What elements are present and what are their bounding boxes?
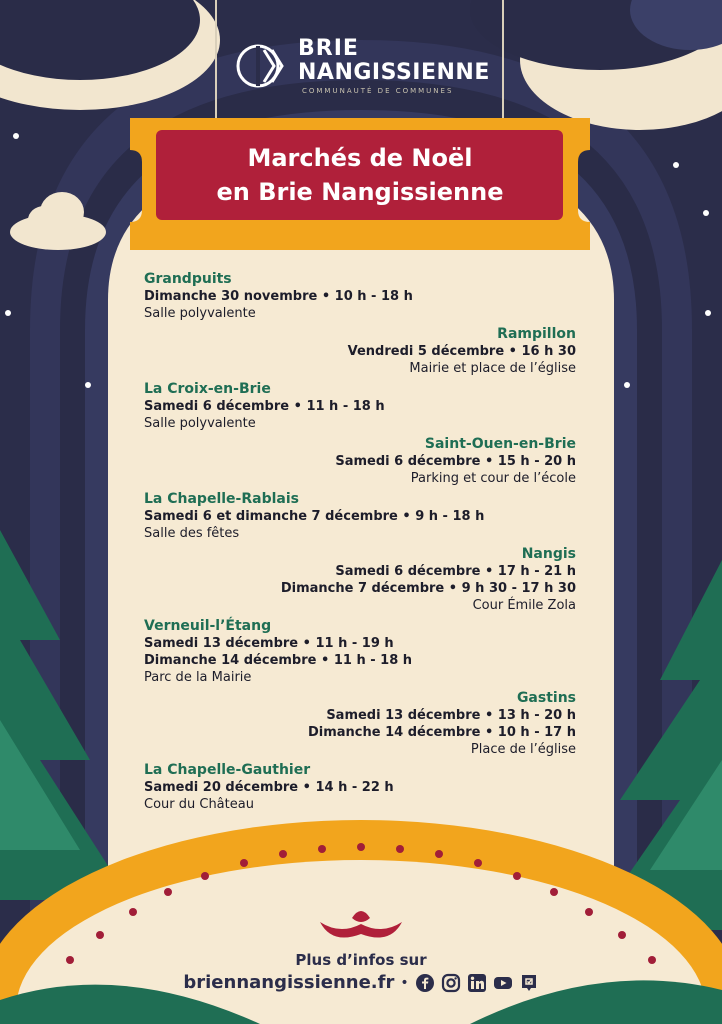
youtube-icon[interactable]	[493, 973, 513, 993]
event-place: Parc de la Mairie	[144, 670, 252, 685]
logo-tagline: COMMUNAUTÉ DE COMMUNES	[302, 87, 454, 95]
event-date: Samedi 6 et dimanche 7 décembre • 9 h - 18 h	[144, 509, 485, 524]
event-place: Salle polyvalente	[144, 306, 256, 321]
town-name: Verneuil-l’Étang	[144, 618, 272, 634]
page-title-line-1: Marchés de Noël	[247, 144, 473, 172]
list-item	[144, 761, 576, 813]
list-item	[144, 435, 576, 487]
town-name: Rampillon	[497, 326, 576, 342]
event-place: Place de l’église	[470, 742, 576, 757]
event-date: Samedi 20 décembre • 14 h - 22 h	[144, 780, 394, 795]
list-item	[144, 689, 576, 758]
event-date: Vendredi 5 décembre • 16 h 30	[347, 344, 576, 359]
list-item	[144, 617, 576, 686]
footer-links	[0, 972, 722, 993]
event-date: Samedi 6 décembre • 15 h - 20 h	[335, 454, 576, 469]
list-item	[144, 490, 576, 542]
event-date: Dimanche 30 novembre • 10 h - 18 h	[144, 289, 413, 304]
town-name: La Chapelle-Gauthier	[144, 762, 311, 778]
logo-line-2: NANGISSIENNE	[298, 60, 490, 85]
instagram-icon[interactable]	[441, 973, 461, 993]
more-info-label: Plus d’infos sur	[295, 951, 427, 969]
town-name: Nangis	[521, 546, 576, 562]
logo-line-1: BRIE	[298, 36, 359, 61]
event-date: Samedi 6 décembre • 17 h - 21 h	[335, 564, 576, 579]
linkedin-icon[interactable]	[467, 973, 487, 993]
title-banner	[157, 130, 563, 220]
event-date: Dimanche 14 décembre • 10 h - 17 h	[307, 725, 576, 740]
list-item	[144, 545, 576, 614]
event-place: Salle des fêtes	[144, 526, 240, 541]
market-list	[144, 270, 576, 816]
event-date: Samedi 6 décembre • 11 h - 18 h	[144, 399, 385, 414]
app-icon[interactable]	[519, 973, 539, 993]
event-date: Samedi 13 décembre • 13 h - 20 h	[326, 708, 576, 723]
town-name: Saint-Ouen-en-Brie	[424, 436, 576, 452]
town-name: La Chapelle-Rablais	[144, 491, 299, 507]
brand-logo	[234, 34, 488, 100]
event-place: Cour Émile Zola	[472, 598, 576, 613]
town-name: La Croix-en-Brie	[144, 381, 271, 397]
event-date: Dimanche 14 décembre • 11 h - 18 h	[144, 653, 413, 668]
event-place: Cour du Château	[144, 797, 254, 812]
event-place: Parking et cour de l’école	[410, 471, 576, 486]
page-title-line-2: en Brie Nangissienne	[216, 178, 504, 206]
facebook-icon[interactable]	[415, 973, 435, 993]
event-date: Samedi 13 décembre • 11 h - 19 h	[144, 636, 394, 651]
event-place: Mairie et place de l’église	[409, 361, 576, 376]
event-place: Salle polyvalente	[144, 416, 256, 431]
list-item	[144, 325, 576, 377]
event-date: Dimanche 7 décembre • 9 h 30 - 17 h 30	[280, 581, 576, 596]
list-item	[144, 270, 576, 322]
list-item	[144, 380, 576, 432]
logo-emblem-icon	[234, 38, 294, 94]
website-link[interactable]: briennangissienne.fr	[183, 972, 395, 993]
separator-dot: •	[400, 974, 409, 991]
town-name: Gastins	[516, 690, 576, 706]
town-name: Grandpuits	[144, 271, 232, 287]
